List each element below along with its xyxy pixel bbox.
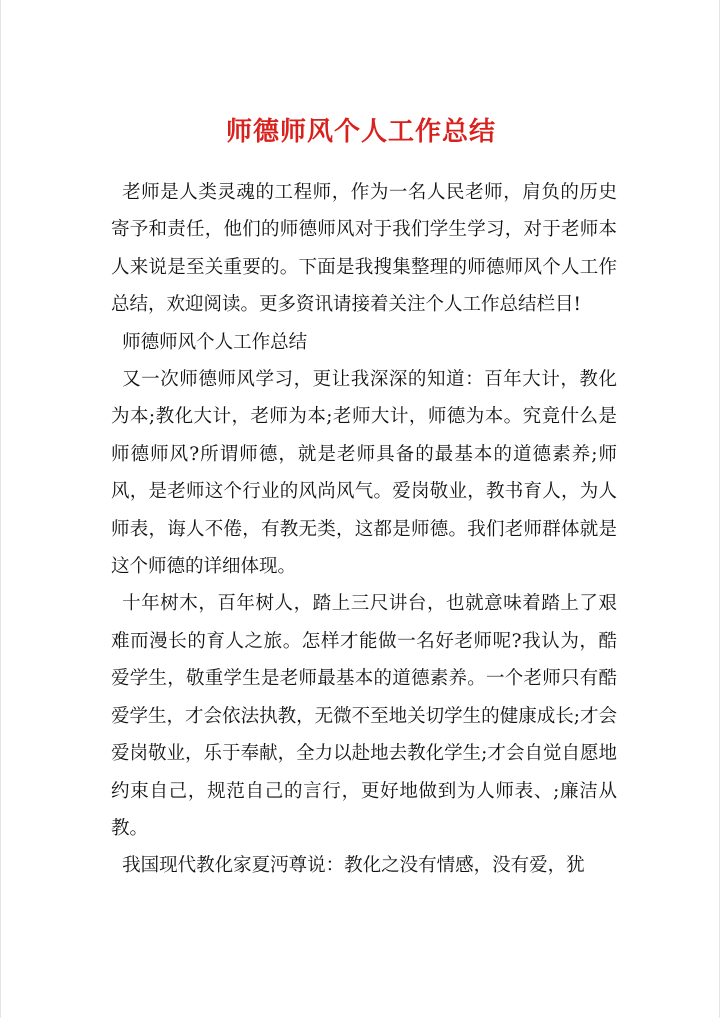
document-body xyxy=(111,174,617,885)
paragraph-subheading: 师德师风个人工作总结 xyxy=(122,331,308,353)
paragraph-quote: 我国现代教化家夏沔尊说：教化之没有情感，没有爱，犹 xyxy=(122,855,585,877)
paragraph-love-students: 十年树木，百年树人，踏上三尺讲台，也就意味着踏上了艰难而漫长的育人之旅。怎样才能做一名好老师呢?我认为，酷爱学生，敬重学生是老师最基本的道德素养。一个老师只有酷爱学生，才会依法执教，无微不至地关切学生的健康成长;才会爱岗敬业，乐于奉献，全力以赴地去教化学生;才会自觉自愿地约束自己，规范自己的言行，更好地做到为人师表、;廉洁从教。 xyxy=(111,593,617,839)
paragraph-study: 又一次师德师风学习，更让我深深的知道：百年大计，教化为本;教化大计，老师为本;老师大计，师德为本。究竟什么是师德师风?所谓师德，就是老师具备的最基本的道德素养;师风，是老师这个行业的风尚风气。爱岗敬业，教书育人，为人师表，诲人不倦，有教无类，这都是师德。我们老师群体就是这个师德的详细体现。 xyxy=(111,369,617,578)
paragraph-intro: 老师是人类灵魂的工程师，作为一名人民老师，肩负的历史寄予和责任，他们的师德师风对于我们学生学习，对于老师本人来说是至关重要的。下面是我搜集整理的师德师风个人工作总结，欢迎阅读。更多资讯请接着关注个人工作总结栏目! xyxy=(111,182,617,316)
document-title: 师德师风个人工作总结 xyxy=(225,117,496,147)
